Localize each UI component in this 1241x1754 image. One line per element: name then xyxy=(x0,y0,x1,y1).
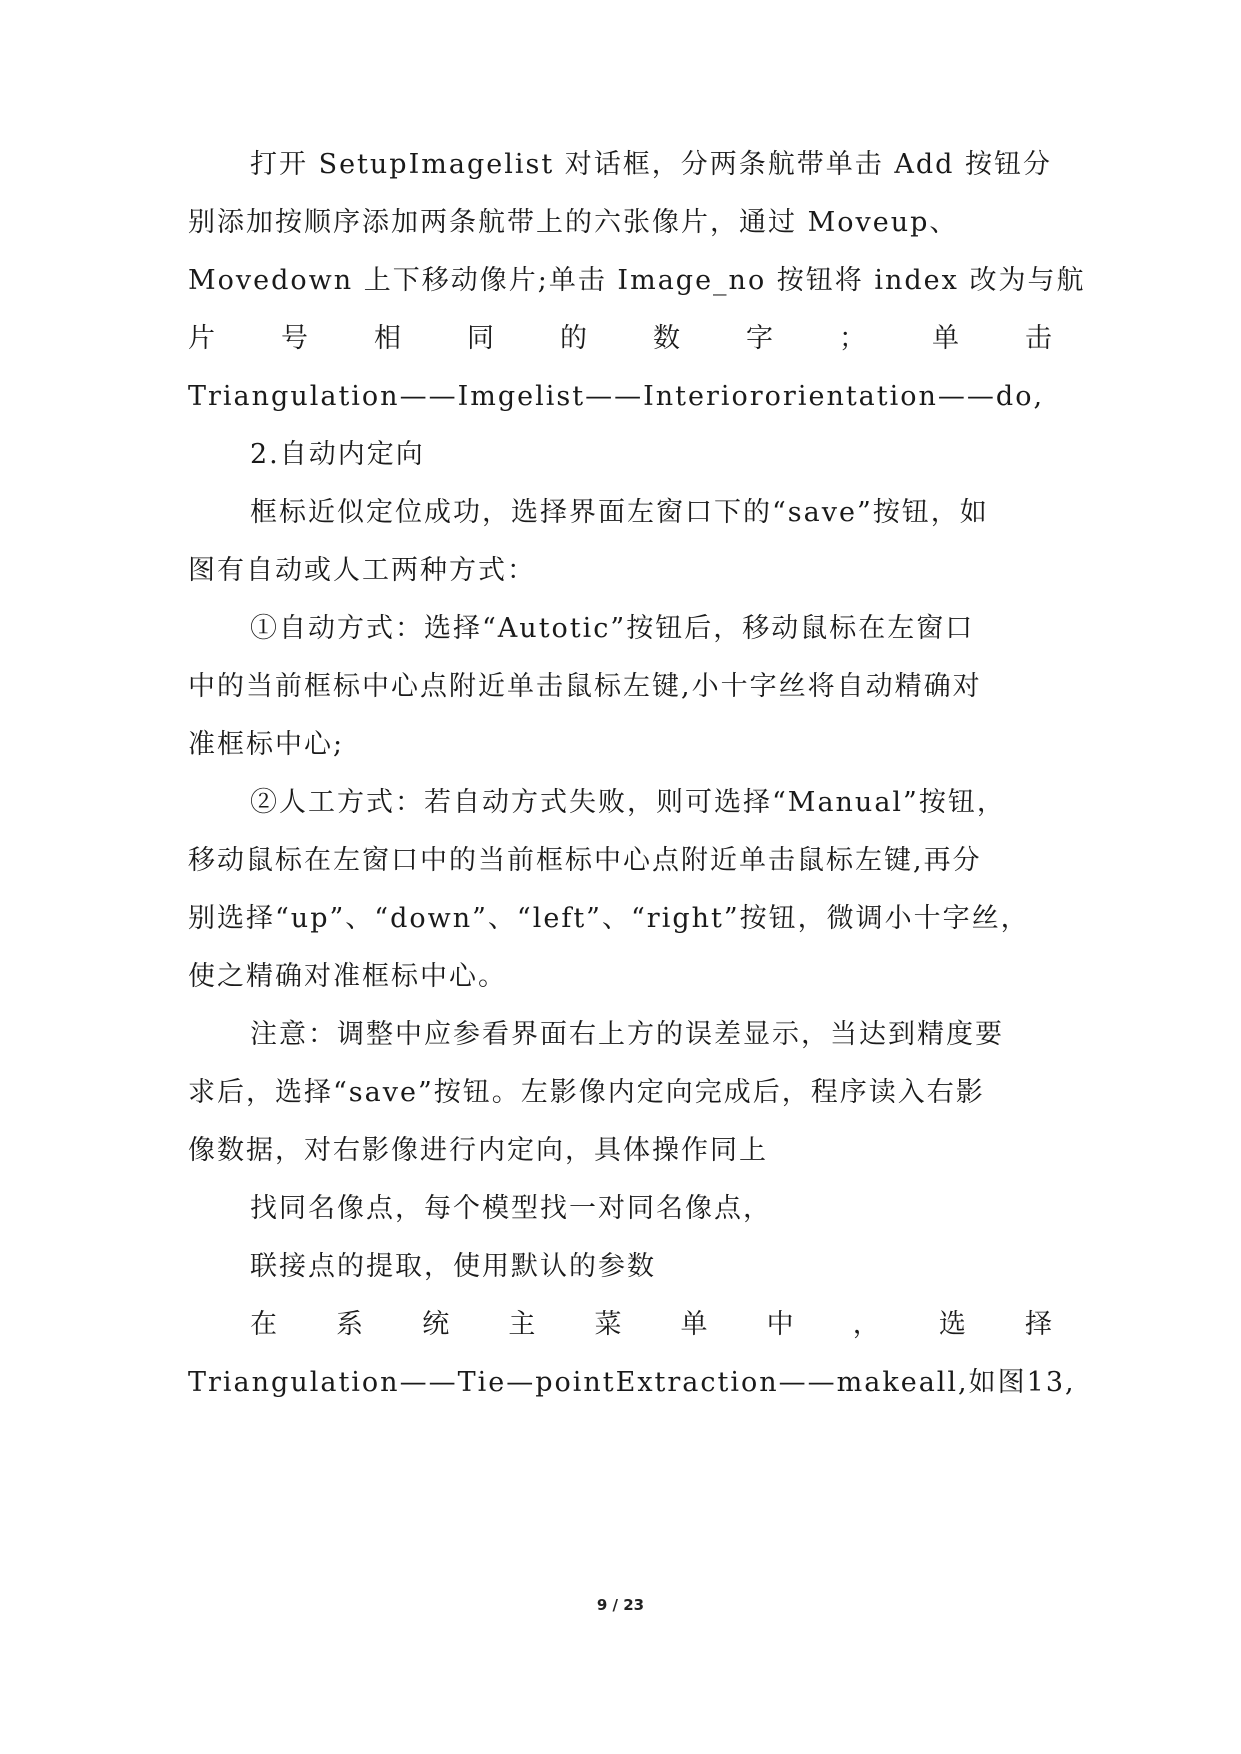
justified-line xyxy=(188,321,1052,357)
justified-char: 数 xyxy=(653,323,680,354)
paragraph-line: 求后，选择“save”按钮。左影像内定向完成后，程序读入右影 xyxy=(188,1077,985,1108)
paragraph-line: Triangulation——Tie—pointExtraction——makeall,如图13, xyxy=(188,1367,1076,1398)
justified-char: 字 xyxy=(746,323,773,354)
justified-char: 在 xyxy=(250,1309,277,1340)
justified-char: 统 xyxy=(422,1309,450,1340)
justified-char: 的 xyxy=(560,323,587,354)
justified-char: 同 xyxy=(467,323,494,354)
justified-char: 主 xyxy=(508,1309,536,1340)
justified-char: 号 xyxy=(281,323,308,354)
paragraph-line: 联接点的提取，使用默认的参数 xyxy=(250,1251,656,1282)
justified-char: 菜 xyxy=(594,1309,622,1340)
paragraph-line: 移动鼠标在左窗口中的当前框标中心点附近单击鼠标左键,再分 xyxy=(188,845,982,876)
page-number: 9 / 23 xyxy=(596,1596,645,1614)
paragraph-line: Movedown 上下移动像片;单击 Image_no 按钮将 index 改为与航 xyxy=(188,265,1086,296)
paragraph-line: ①自动方式：选择“Autotic”按钮后，移动鼠标在左窗口 xyxy=(250,613,975,644)
justified-char: 选 xyxy=(938,1309,966,1340)
justified-line xyxy=(250,1307,1052,1343)
paragraph-line: 注意：调整中应参看界面右上方的误差显示，当达到精度要 xyxy=(250,1019,1004,1050)
paragraph-line: 找同名像点，每个模型找一对同名像点， xyxy=(250,1193,772,1224)
justified-char: 系 xyxy=(336,1309,364,1340)
paragraph-line: 框标近似定位成功，选择界面左窗口下的“save”按钮，如 xyxy=(250,497,989,528)
justified-char: 单 xyxy=(932,323,959,354)
paragraph-line: 像数据，对右影像进行内定向，具体操作同上 xyxy=(188,1135,768,1166)
paragraph-line: 别选择“up”、“down”、“left”、“right”按钮，微调小十字丝， xyxy=(188,903,1030,934)
paragraph-line: 准框标中心; xyxy=(188,729,345,760)
justified-char: 中 xyxy=(766,1309,794,1340)
justified-char: 片 xyxy=(188,323,215,354)
paragraph-line: 图有自动或人工两种方式： xyxy=(188,555,536,586)
paragraph-line: Triangulation——Imgelist——Interiororientation——do, xyxy=(188,381,1045,412)
paragraph-line: ②人工方式：若自动方式失败，则可选择“Manual”按钮， xyxy=(250,787,1006,818)
justified-char: ， xyxy=(852,1309,880,1340)
paragraph-line: 别添加按顺序添加两条航带上的六张像片，通过 Moveup、 xyxy=(188,207,959,238)
justified-char: 相 xyxy=(374,323,401,354)
paragraph-line: 打开 SetupImagelist 对话框，分两条航带单击 Add 按钮分 xyxy=(250,149,1052,180)
section-heading: 2.自动内定向 xyxy=(250,439,425,470)
paragraph-line: 中的当前框标中心点附近单击鼠标左键,小十字丝将自动精确对 xyxy=(188,671,982,702)
justified-char: 择 xyxy=(1024,1309,1052,1340)
justified-char: ； xyxy=(839,323,866,354)
paragraph-line: 使之精确对准框标中心。 xyxy=(188,961,507,992)
justified-char: 单 xyxy=(680,1309,708,1340)
justified-char: 击 xyxy=(1025,323,1052,354)
